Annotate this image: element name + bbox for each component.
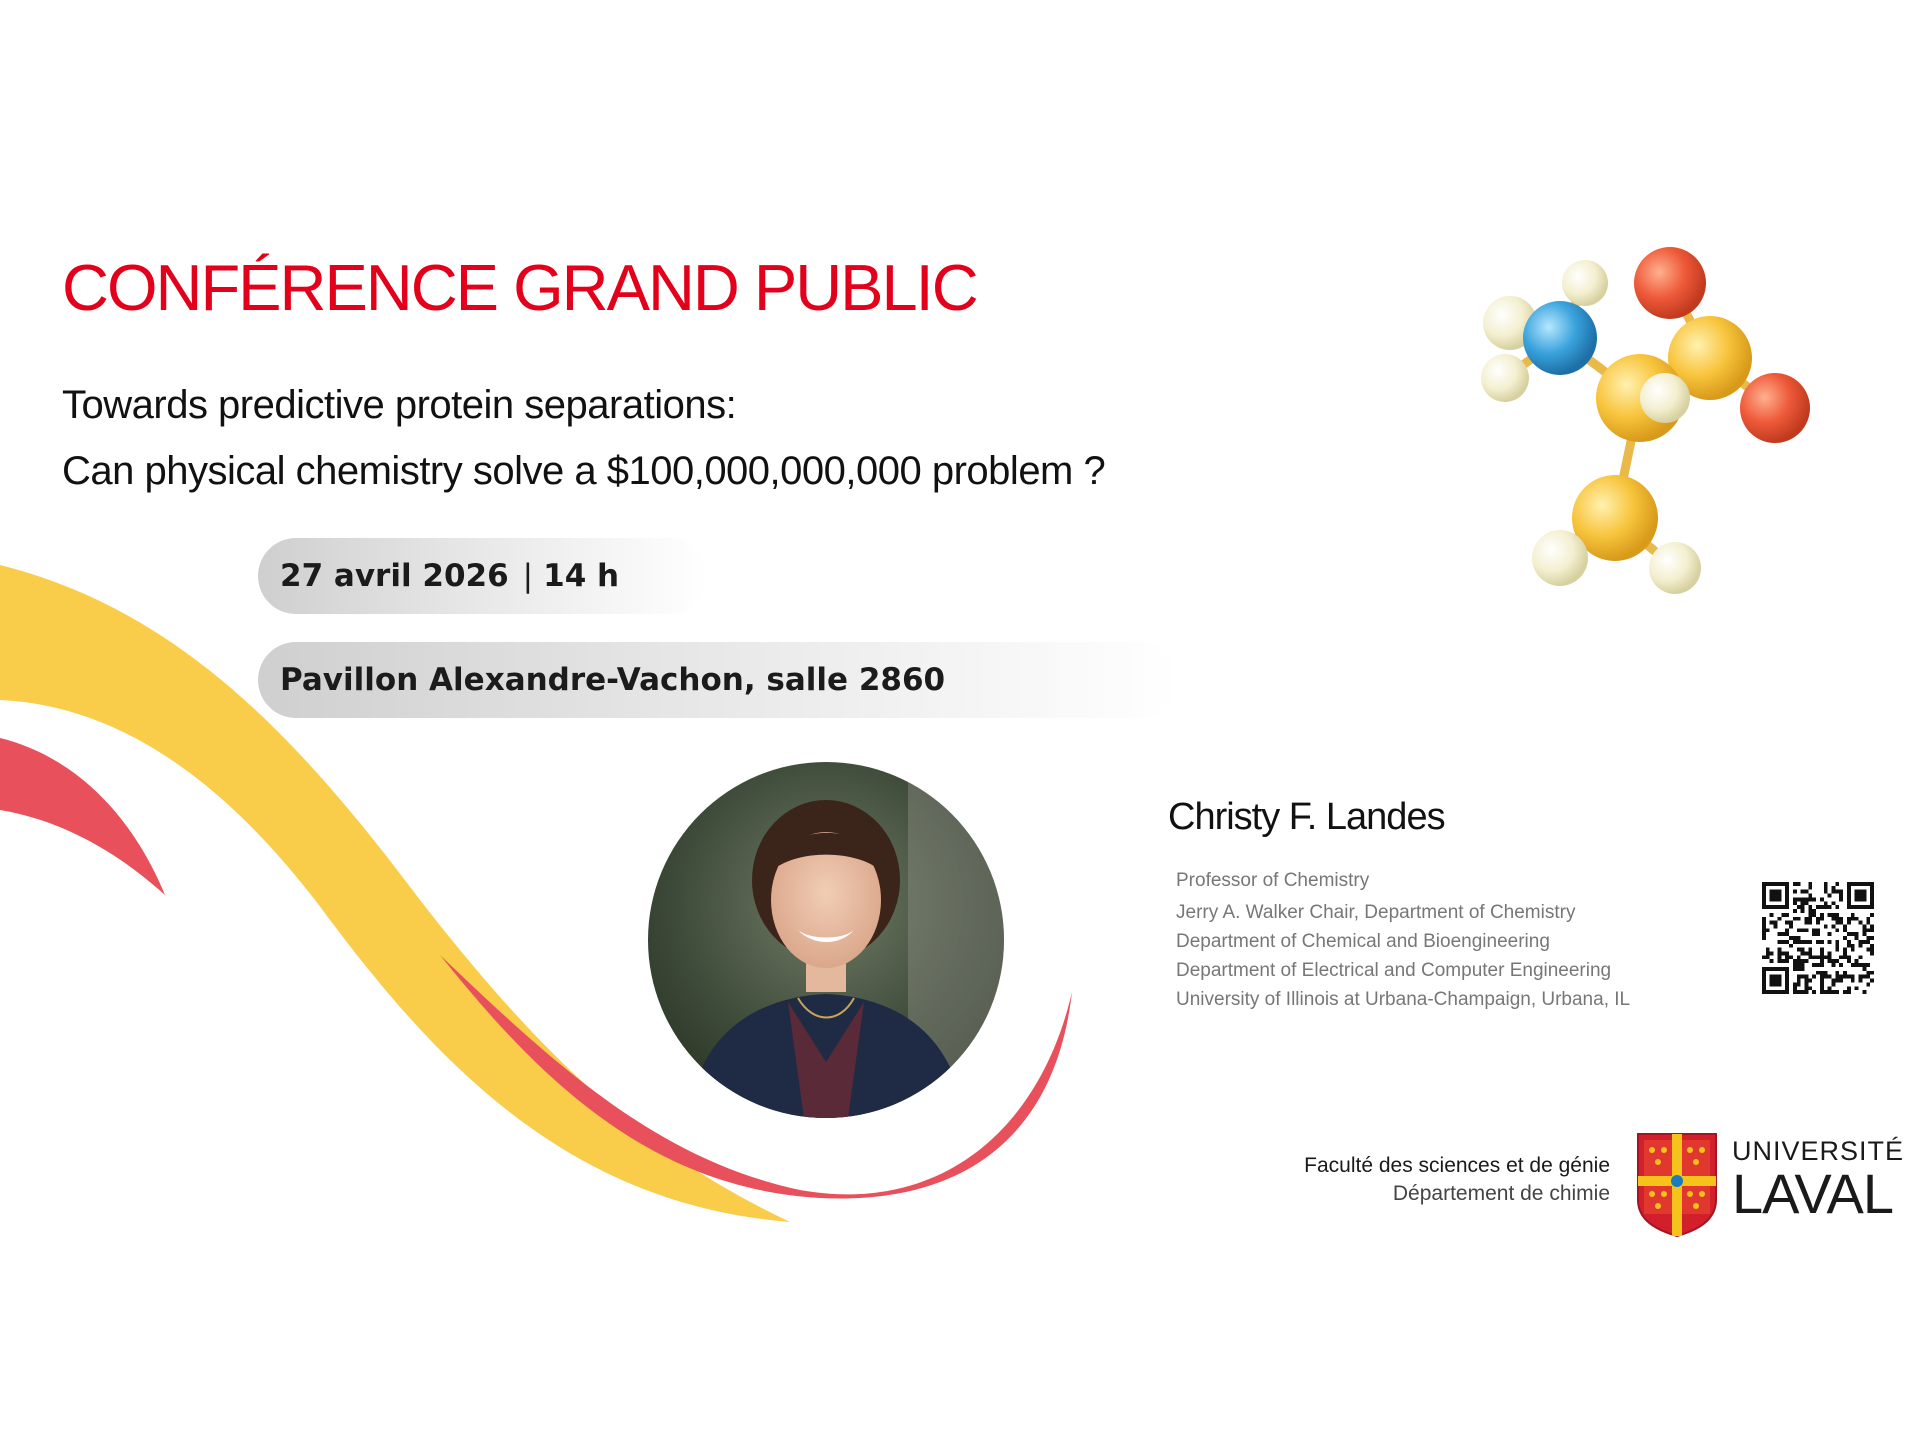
affiliation-line: Department of Chemical and Bioengineering bbox=[1176, 931, 1550, 952]
speaker-affiliations bbox=[1176, 866, 1630, 1014]
event-time: 14 h bbox=[543, 558, 620, 594]
red-wave-left bbox=[0, 738, 165, 895]
department-name: Département de chimie bbox=[1392, 1182, 1610, 1205]
faculty-name: Faculté des sciences et de génie bbox=[1304, 1154, 1610, 1177]
affiliation-line: University of Illinois at Urbana-Champaign, Urbana, IL bbox=[1176, 989, 1631, 1010]
event-date: 27 avril 2026 bbox=[280, 558, 509, 594]
qr-code[interactable] bbox=[1762, 882, 1874, 994]
talk-title bbox=[62, 372, 1105, 504]
talk-title-line-1: Towards predictive protein separations: bbox=[62, 383, 737, 427]
affiliation-line: Professor of Chemistry bbox=[1176, 870, 1370, 891]
university-crest-icon bbox=[1636, 1132, 1718, 1238]
affiliation-line: Department of Electrical and Computer Engineering bbox=[1176, 960, 1612, 981]
event-venue: Pavillon Alexandre-Vachon, salle 2860 bbox=[280, 662, 946, 698]
speaker-photo bbox=[648, 762, 1004, 1118]
event-heading: CONFÉRENCE GRAND PUBLIC bbox=[62, 251, 977, 324]
affiliation-line: Jerry A. Walker Chair, Department of Chemistry bbox=[1176, 902, 1576, 923]
logo-laval-text: LAVAL bbox=[1732, 1162, 1894, 1225]
faculty-block bbox=[1200, 1152, 1610, 1208]
talk-title-line-2: Can physical chemistry solve a $100,000,000,000 problem ? bbox=[62, 449, 1106, 493]
speaker-name: Christy F. Landes bbox=[1168, 796, 1445, 838]
date-time-separator: | bbox=[522, 558, 534, 594]
universite-laval-logo bbox=[1732, 1136, 1905, 1225]
logo-universite-text: UNIVERSITÉ bbox=[1732, 1136, 1905, 1166]
date-time-pill bbox=[258, 538, 708, 614]
venue-pill bbox=[258, 642, 1178, 718]
molecule-illustration bbox=[1465, 238, 1830, 606]
